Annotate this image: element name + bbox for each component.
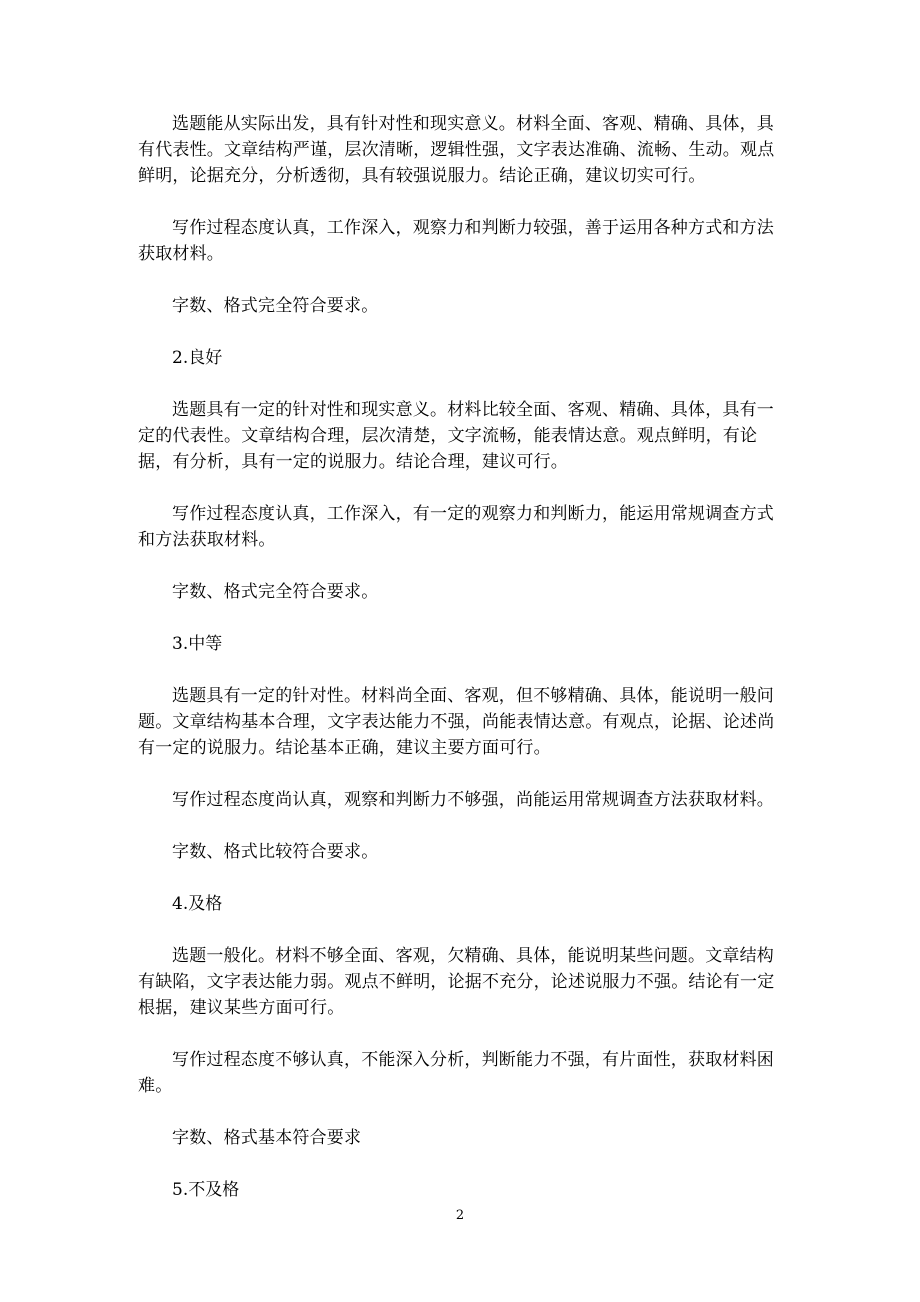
page-number: 2 (455, 1208, 465, 1223)
paragraph: 字数、格式完全符合要求。 (172, 582, 379, 602)
paragraph: 写作过程态度尚认真，观察和判断力不够强，尚能运用常规调查方法获取材料。 (172, 790, 774, 810)
paragraph: 字数、格式基本符合要求 (172, 1128, 362, 1148)
paragraph: 选题能从实际出发，具有针对性和现实意义。材料全面、客观、精确、具体，具有代表性。文章结构严谨，层次清晰，逻辑性强，文字表达准确、流畅、生动。观点鲜明，论据充分，分析透彻，具有较强说服力。结论正确，建议切实可行。 (138, 114, 775, 186)
paragraph: 选题具有一定的针对性。材料尚全面、客观，但不够精确、具体，能说明一般问题。文章结构基本合理，文字表达能力不强，尚能表情达意。有观点，论据、论述尚有一定的说服力。结论基本正确，建议主要方面可行。 (138, 686, 775, 758)
document-body (138, 111, 788, 1229)
grade-heading-good: 2.良好 (172, 348, 223, 368)
paragraph: 选题具有一定的针对性和现实意义。材料比较全面、客观、精确、具体，具有一定的代表性。文章结构合理，层次清楚，文字流畅，能表情达意。观点鲜明，有论据，有分析，具有一定的说服力。结论合理，建议可行。 (138, 400, 774, 472)
paragraph: 选题一般化。材料不够全面、客观，欠精确、具体，能说明某些问题。文章结构有缺陷，文字表达能力弱。观点不鲜明，论据不充分，论述说服力不强。结论有一定根据，建议某些方面可行。 (138, 946, 775, 1018)
grade-heading-medium: 3.中等 (172, 634, 223, 654)
paragraph: 字数、格式比较符合要求。 (172, 842, 379, 862)
grade-heading-pass: 4.及格 (172, 894, 223, 914)
paragraph: 写作过程态度认真，工作深入，观察力和判断力较强，善于运用各种方式和方法获取材料。 (138, 218, 774, 264)
paragraph: 写作过程态度不够认真，不能深入分析，判断能力不强，有片面性，获取材料困难。 (138, 1050, 774, 1096)
grade-heading-fail: 5.不及格 (172, 1180, 240, 1200)
paragraph: 写作过程态度认真，工作深入，有一定的观察力和判断力，能运用常规调查方式和方法获取材料。 (138, 504, 774, 550)
paragraph: 字数、格式完全符合要求。 (172, 296, 379, 316)
